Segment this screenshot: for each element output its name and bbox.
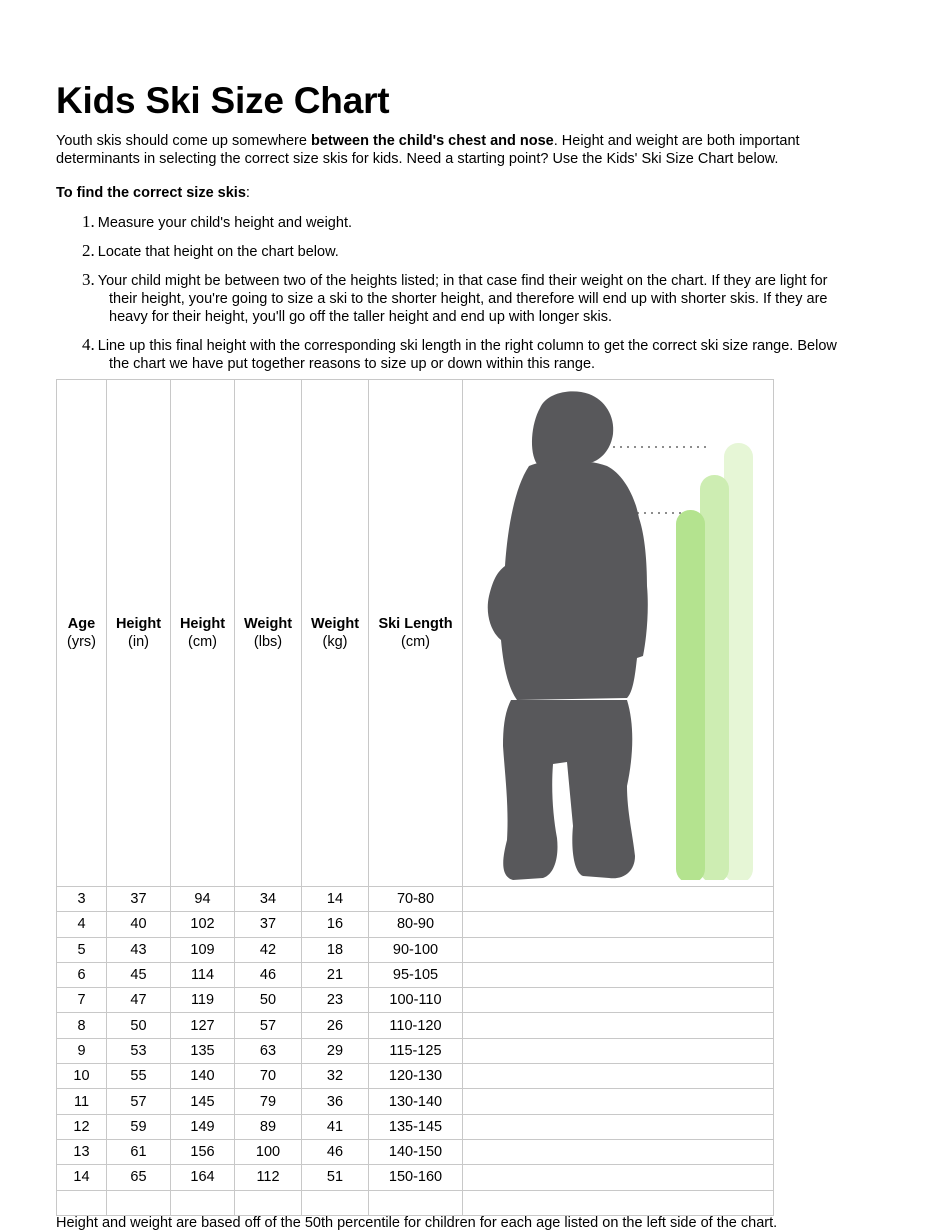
intro-bold-text: between the child's chest and nose <box>310 133 554 149</box>
intro-paragraph <box>56 132 856 168</box>
step-number: 1. <box>82 212 95 231</box>
step-text: Measure your child's height and weight. <box>97 215 352 231</box>
cell-weight-lbs: 79 <box>235 1089 302 1114</box>
intro-text-end: . Height and weight are both important determinants in selecting the correct size skis for kids. Need a starting point? Use the Kids' Ski Size Chart below. <box>56 133 800 167</box>
cell-weight-lbs: 46 <box>235 962 302 987</box>
cell-weight-kg: 29 <box>302 1038 369 1063</box>
table-row <box>57 1038 774 1063</box>
table-row <box>57 1190 774 1215</box>
cell-age: 5 <box>57 937 107 962</box>
list-item <box>56 336 856 373</box>
cell-height-in: 47 <box>107 988 171 1013</box>
cell-height-cm: 119 <box>171 988 235 1013</box>
steps-list <box>56 213 856 383</box>
cell-age: 14 <box>57 1165 107 1190</box>
cell-ski-length: 150-160 <box>369 1165 463 1190</box>
cell-ski-length: 135-145 <box>369 1114 463 1139</box>
cell-ski-length: 110-120 <box>369 1013 463 1038</box>
table-row <box>57 1064 774 1089</box>
cell-age: 11 <box>57 1089 107 1114</box>
cell-age: 9 <box>57 1038 107 1063</box>
table-row <box>57 887 774 912</box>
cell-height-cm: 164 <box>171 1165 235 1190</box>
cell-age: 12 <box>57 1114 107 1139</box>
cell-ski-length: 70-80 <box>369 887 463 912</box>
cell-weight-lbs: 34 <box>235 887 302 912</box>
cell-height-cm <box>171 1190 235 1215</box>
cell-age: 7 <box>57 988 107 1013</box>
cell-age: 8 <box>57 1013 107 1038</box>
cell-weight-lbs: 42 <box>235 937 302 962</box>
cell-weight-lbs: 63 <box>235 1038 302 1063</box>
cell-blank <box>463 1139 774 1164</box>
cell-ski-length: 95-105 <box>369 962 463 987</box>
table-row <box>57 912 774 937</box>
cell-age: 6 <box>57 962 107 987</box>
cell-weight-lbs: 70 <box>235 1064 302 1089</box>
cell-height-cm: 135 <box>171 1038 235 1063</box>
cell-height-in <box>107 1190 171 1215</box>
step-number: 3. <box>82 270 95 289</box>
cell-blank <box>463 962 774 987</box>
table-row <box>57 988 774 1013</box>
header-age: Age (yrs) <box>57 380 107 887</box>
cell-height-in: 45 <box>107 962 171 987</box>
cell-height-in: 57 <box>107 1089 171 1114</box>
ski-size-table <box>56 379 774 1216</box>
table-row <box>57 1114 774 1139</box>
cell-age: 4 <box>57 912 107 937</box>
cell-age: 3 <box>57 887 107 912</box>
table-row <box>57 1013 774 1038</box>
cell-weight-kg: 46 <box>302 1139 369 1164</box>
cell-ski-length <box>369 1190 463 1215</box>
step-number: 4. <box>82 335 95 354</box>
cell-weight-lbs <box>235 1190 302 1215</box>
cell-height-cm: 109 <box>171 937 235 962</box>
cell-ski-length: 115-125 <box>369 1038 463 1063</box>
table-row <box>57 1139 774 1164</box>
cell-height-in: 53 <box>107 1038 171 1063</box>
cell-weight-lbs: 50 <box>235 988 302 1013</box>
cell-ski-length: 130-140 <box>369 1089 463 1114</box>
list-item <box>56 213 856 232</box>
header-height-cm: Height (cm) <box>171 380 235 887</box>
cell-age: 10 <box>57 1064 107 1089</box>
child-silhouette <box>488 391 648 880</box>
cell-blank <box>463 912 774 937</box>
cell-blank <box>463 1165 774 1190</box>
header-weight-kg: Weight (kg) <box>302 380 369 887</box>
table-header-row <box>57 380 774 887</box>
cell-ski-length: 140-150 <box>369 1139 463 1164</box>
ski-short <box>676 510 705 880</box>
list-item <box>56 242 856 261</box>
cell-height-in: 65 <box>107 1165 171 1190</box>
step-text: Line up this final height with the corresponding ski length in the right column to get the correct ski size range. Below the chart we have put together reasons to size up or down within this range. <box>97 338 837 372</box>
cell-blank <box>463 1114 774 1139</box>
step-number: 2. <box>82 241 95 260</box>
cell-height-in: 59 <box>107 1114 171 1139</box>
cell-weight-lbs: 37 <box>235 912 302 937</box>
cell-blank <box>463 887 774 912</box>
header-weight-lbs: Weight (lbs) <box>235 380 302 887</box>
cell-height-cm: 127 <box>171 1013 235 1038</box>
cell-blank <box>463 1013 774 1038</box>
cell-height-cm: 94 <box>171 887 235 912</box>
steps-lead <box>56 185 250 201</box>
step-text: Locate that height on the chart below. <box>97 244 339 260</box>
cell-weight-kg: 41 <box>302 1114 369 1139</box>
cell-weight-lbs: 112 <box>235 1165 302 1190</box>
cell-weight-kg: 21 <box>302 962 369 987</box>
cell-weight-lbs: 57 <box>235 1013 302 1038</box>
cell-weight-kg <box>302 1190 369 1215</box>
cell-age: 13 <box>57 1139 107 1164</box>
cell-weight-kg: 23 <box>302 988 369 1013</box>
cell-blank <box>463 937 774 962</box>
table-row <box>57 962 774 987</box>
cell-ski-length: 90-100 <box>369 937 463 962</box>
steps-lead-bold: To find the correct size skis <box>56 185 246 201</box>
cell-blank <box>463 1038 774 1063</box>
cell-blank <box>463 1190 774 1215</box>
cell-height-in: 61 <box>107 1139 171 1164</box>
cell-height-cm: 145 <box>171 1089 235 1114</box>
table-row <box>57 1165 774 1190</box>
cell-weight-kg: 16 <box>302 912 369 937</box>
child-ski-illustration <box>463 380 774 887</box>
page-title: Kids Ski Size Chart <box>56 80 390 121</box>
steps-lead-colon: : <box>245 185 250 201</box>
cell-height-in: 50 <box>107 1013 171 1038</box>
cell-weight-kg: 36 <box>302 1089 369 1114</box>
table-row <box>57 1089 774 1114</box>
header-ski-length: Ski Length (cm) <box>369 380 463 887</box>
cell-height-in: 55 <box>107 1064 171 1089</box>
child-with-skis-image <box>477 386 763 880</box>
intro-text-start: Youth skis should come up somewhere <box>56 133 311 149</box>
cell-height-in: 40 <box>107 912 171 937</box>
cell-weight-lbs: 89 <box>235 1114 302 1139</box>
cell-age <box>57 1190 107 1215</box>
step-text: Your child might be between two of the heights listed; in that case find their weight on the chart. If they are light for their height, you're going to size a ski to the shorter height, and therefore will end up with shorter skis. If they are heavy for their height, you'll go off the taller height and end up with longer skis. <box>97 273 828 325</box>
cell-height-in: 43 <box>107 937 171 962</box>
cell-ski-length: 100-110 <box>369 988 463 1013</box>
cell-ski-length: 120-130 <box>369 1064 463 1089</box>
cell-weight-lbs: 100 <box>235 1139 302 1164</box>
list-item <box>56 271 856 326</box>
cell-weight-kg: 32 <box>302 1064 369 1089</box>
cell-height-cm: 102 <box>171 912 235 937</box>
cell-weight-kg: 26 <box>302 1013 369 1038</box>
footnote: Height and weight are based off of the 50th percentile for children for each age listed on the left side of the chart. <box>56 1215 778 1231</box>
cell-weight-kg: 14 <box>302 887 369 912</box>
cell-blank <box>463 1064 774 1089</box>
cell-blank <box>463 1089 774 1114</box>
cell-height-cm: 114 <box>171 962 235 987</box>
cell-weight-kg: 51 <box>302 1165 369 1190</box>
cell-height-cm: 140 <box>171 1064 235 1089</box>
cell-height-in: 37 <box>107 887 171 912</box>
cell-weight-kg: 18 <box>302 937 369 962</box>
cell-height-cm: 149 <box>171 1114 235 1139</box>
cell-ski-length: 80-90 <box>369 912 463 937</box>
cell-height-cm: 156 <box>171 1139 235 1164</box>
table-row <box>57 937 774 962</box>
cell-blank <box>463 988 774 1013</box>
header-height-in: Height (in) <box>107 380 171 887</box>
